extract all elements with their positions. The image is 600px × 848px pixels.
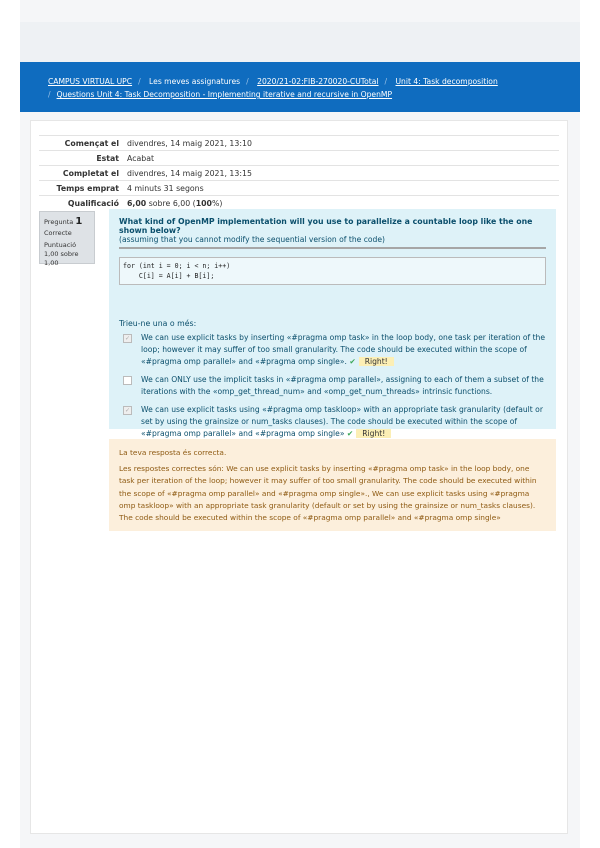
summary-label: Temps emprat: [39, 181, 123, 196]
breadcrumb-campus[interactable]: CAMPUS VIRTUAL UPC: [48, 77, 133, 86]
feedback-box: [109, 439, 556, 531]
summary-label: Començat el: [39, 136, 123, 151]
question-formulation: [109, 209, 556, 438]
question-state: Correcte: [44, 229, 72, 237]
summary-value: divendres, 14 maig 2021, 13:15: [123, 166, 559, 181]
grade-end: %): [211, 198, 223, 208]
question-subtext: (assuming that you cannot modify the sequential version of the code): [119, 235, 546, 249]
answer-option: [119, 332, 546, 368]
option-text: We can use explicit tasks by inserting «#pragma omp task» in the loop body, one task per iteration of the loop; however it may suffer of too small granularity. The code should be executed within the scope of «#pragma omp parallel» and «#pragma omp single».: [141, 333, 546, 366]
breadcrumb-course[interactable]: 2020/21-02:FIB-270020-CUTotal: [257, 77, 379, 86]
grade-score: 6,00: [127, 198, 147, 208]
question-info: [39, 211, 95, 267]
attempt-summary: [39, 135, 559, 210]
grade-label: Qualificació: [39, 196, 123, 211]
summary-label: Estat: [39, 151, 123, 166]
answer-option: [119, 404, 546, 440]
checkbox-unchecked[interactable]: [123, 376, 132, 385]
answer-option: [119, 374, 546, 398]
question-text: What kind of OpenMP implementation will you use to parallelize a countable loop like the one shown below?: [119, 217, 533, 235]
grade-value: [123, 196, 559, 211]
breadcrumb-quiz[interactable]: Questions Unit 4: Task Decomposition - Implementing iterative and recursive in OpenMP: [56, 90, 393, 99]
checkbox-checked[interactable]: ✓: [124, 335, 131, 342]
correct-answers: Les respostes correctes són: We can use explicit tasks by inserting «#pragma omp task» in the loop body, one task per iteration of the loop; however it may suffer of too small granularity. The code should be executed within the scope of «#pragma omp parallel» and «#pragma omp single»., We can use explicit tasks using «#pragma omp taskloop» with an appropriate task granularity (default or set by using the grainsize or num_tasks clauses). The code should be executed within the scope of «#pragma omp parallel» and «#pragma omp single»: [119, 464, 537, 523]
check-icon: ✔: [346, 429, 354, 438]
option-feedback: Right!: [359, 357, 394, 366]
summary-value: divendres, 14 maig 2021, 13:10: [123, 136, 559, 151]
top-bar: [20, 22, 580, 62]
summary-value: Acabat: [123, 151, 559, 166]
breadcrumb-unit[interactable]: Unit 4: Task decomposition: [395, 77, 498, 86]
grade-rest: sobre 6,00 (: [146, 198, 196, 208]
question-number: 1: [75, 216, 83, 227]
quiz-review: [30, 120, 568, 834]
breadcrumb: CAMPUS VIRTUAL UPC / Les meves assignatures / 2020/21-02:FIB-270020-CUTotal / Unit 4: Task decomposition / Questions Unit 4: Task Decomposition - Implementing iterative and recursive in OpenMP: [20, 62, 580, 112]
answer-prompt: Trieu-ne una o més:: [119, 319, 197, 328]
breadcrumb-assignatures: Les meves assignatures: [149, 77, 241, 86]
grade-pct: 100: [195, 198, 212, 208]
option-text: We can ONLY use the implicit tasks in «#pragma omp parallel», assigning to each of them a subset of the iterations with the «omp_get_thread_num» and «omp_get_num_threads» intrinsic functions.: [141, 375, 544, 396]
question-marks: Puntuació 1,00 sobre 1,00: [44, 241, 79, 267]
option-text: We can use explicit tasks using «#pragma omp taskloop» with an appropriate task granularity (default or set by using the grainsize or num_tasks clauses). The code should be executed within the scope of «#pragma omp parallel» and «#pragma omp single»: [141, 405, 543, 438]
question-prefix: Pregunta: [44, 218, 74, 226]
summary-label: Completat el: [39, 166, 123, 181]
check-icon: ✔: [349, 357, 356, 366]
summary-value: 4 minuts 31 segons: [123, 181, 559, 196]
code-block: for (int i = 0; i < n; i++) C[i] = A[i] + B[i];: [119, 257, 546, 285]
feedback-result: La teva resposta és correcta.: [119, 448, 227, 457]
checkbox-checked[interactable]: ✓: [124, 407, 131, 414]
option-feedback: Right!: [356, 429, 391, 438]
